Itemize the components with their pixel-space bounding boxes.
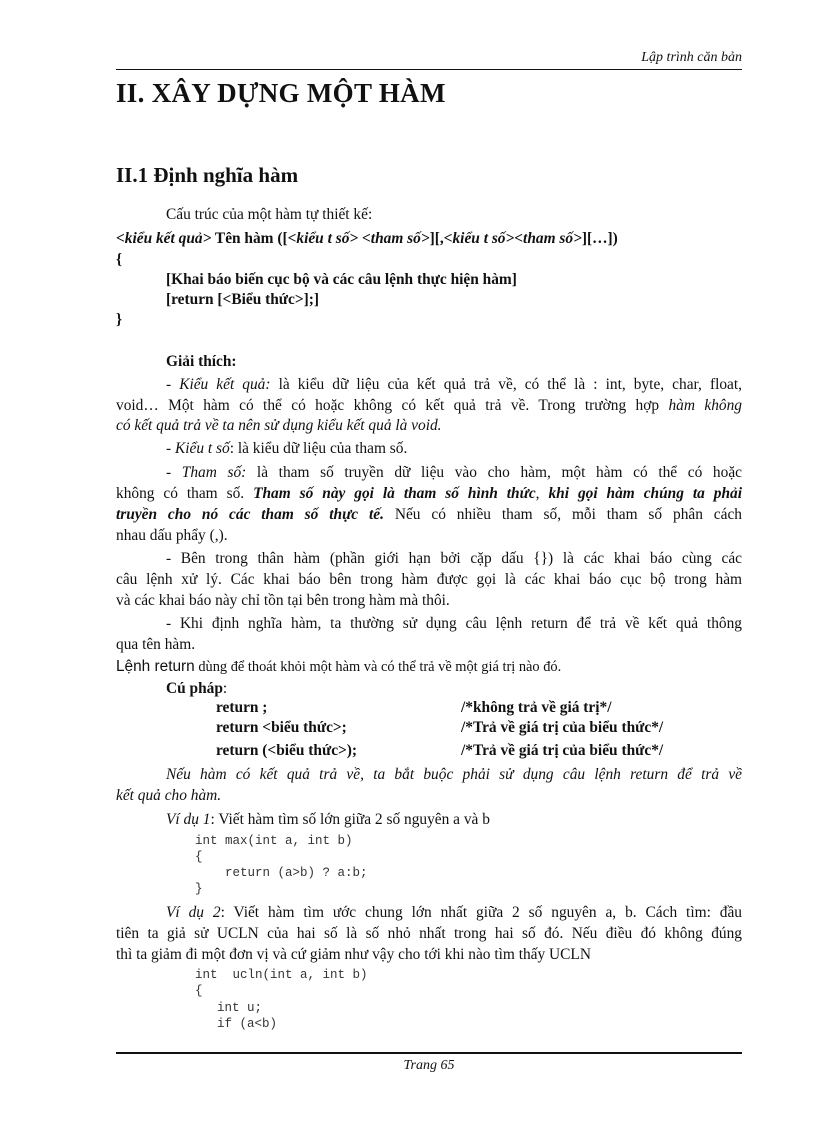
- example2-line3: thì ta giảm đi một đơn vị và cứ giảm như vậy cho tới khi nào tìm thấy UCLN: [116, 946, 591, 963]
- example1-code-line: }: [195, 882, 203, 896]
- example2-line1: Ví dụ 2: Viết hàm tìm ước chung lớn nhất giữa 2 số nguyên a, b. Cách tìm: đầu: [166, 904, 742, 921]
- explain-p5-line2: qua tên hàm.: [116, 636, 196, 653]
- explain-p3-line2: không có tham số. Tham số này gọi là tham số hình thức, khi gọi hàm chúng ta phải: [116, 485, 742, 502]
- syntax-row: return (<biểu thức>); /*Trả về giá trị của biểu thức*/: [216, 742, 664, 759]
- example1-code-line: return (a>b) ? a:b;: [195, 866, 368, 880]
- running-header: Lập trình căn bản: [641, 50, 742, 65]
- explain-p1-line1: - Kiểu kết quả: là kiểu dữ liệu của kết quả trả về, có thể là : int, byte, char, float,: [166, 376, 742, 393]
- sig-param-type: <kiểu t số>: [287, 230, 359, 247]
- sig-name: Tên hàm ([: [211, 230, 288, 247]
- explain-p5-line1: - Khi định nghĩa hàm, ta thường sử dụng câu lệnh return để trả về kết quả thông: [166, 615, 742, 632]
- explain-p4-line3: và các khai báo này chỉ tồn tại bên trong hàm mà thôi.: [116, 592, 450, 609]
- function-signature: <kiểu kết quả> Tên hàm ([<kiểu t số> <tham số>][,<kiểu t số><tham số>][…]): [116, 230, 618, 247]
- example2-code-line: {: [195, 984, 203, 998]
- explain-p4-line2: câu lệnh xử lý. Các khai báo bên trong hàm được gọi là các khai báo cục bộ trong hàm: [116, 571, 742, 588]
- close-brace: }: [116, 311, 123, 328]
- example2-code-line: int u;: [202, 1001, 263, 1015]
- explain-p3-line3: truyền cho nó các tham số thực tế. Nếu có nhiều tham số, mỗi tham số phân cách: [116, 506, 742, 523]
- example2-line2: tiên ta giả sử UCLN của hai số là số nhỏ nhất trong hai số đó. Nếu điều đó không đúng: [116, 925, 742, 942]
- body-line-1: [Khai báo biến cục bộ và các câu lệnh thực hiện hàm]: [166, 271, 517, 288]
- page-number: Trang 65: [403, 1058, 455, 1073]
- explain-p1-line2: void… Một hàm có thể có hoặc không có kết quả trả về. Trong trường hợp hàm không: [116, 397, 743, 414]
- example2-code-line: if (a<b): [202, 1017, 278, 1031]
- example1-text: Ví dụ 1: Viết hàm tìm số lớn giữa 2 số nguyên a và b: [166, 811, 490, 828]
- section-heading: II. XÂY DỰNG MỘT HÀM: [116, 78, 446, 108]
- explain-p3-line4: nhau dấu phẩy (,).: [116, 527, 228, 544]
- explain-p4-line1: - Bên trong thân hàm (phần giới hạn bởi cặp dấu {}) là các khai báo cùng các: [166, 550, 742, 567]
- footer-rule: [116, 1052, 742, 1054]
- structure-intro: Cấu trúc của một hàm tự thiết kế:: [166, 206, 373, 223]
- header-rule: [116, 69, 742, 70]
- syntax-row: return ; /*không trả về giá trị*/: [216, 699, 612, 716]
- subsection-heading: II.1 Định nghĩa hàm: [116, 163, 299, 187]
- syntax-label: Cú pháp:: [166, 680, 228, 697]
- syntax-row: return <biểu thức>; /*Trả về giá trị của biểu thức*/: [216, 719, 664, 736]
- explain-p2: - Kiểu t số: là kiểu dữ liệu của tham số.: [166, 440, 408, 457]
- sig-param: <tham số>: [362, 230, 430, 247]
- body-line-2: [return [<Biểu thức>];]: [166, 291, 320, 308]
- explain-p3-line1: - Tham số: là tham số truyền dữ liệu vào cho hàm, một hàm có thể có hoặc: [166, 464, 742, 481]
- sig-return-type: <kiểu kết quả>: [116, 230, 212, 247]
- return-intro: Lệnh return dùng để thoát khỏi một hàm và có thể trả về một giá trị nào đó.: [116, 658, 562, 675]
- explain-title: Giải thích:: [166, 353, 237, 370]
- explain-p1-line3: có kết quả trả về ta nên sử dụng kiểu kết quả là void.: [116, 417, 442, 434]
- example1-code-line: int max(int a, int b): [195, 834, 353, 848]
- return-note-line2: kết quả cho hàm.: [116, 787, 222, 804]
- open-brace: {: [116, 251, 123, 268]
- example2-code-line: int ucln(int a, int b): [195, 968, 368, 982]
- sig-param-more: <kiểu t số><tham số>: [443, 230, 582, 247]
- return-note-line1: Nếu hàm có kết quả trả về, ta bắt buộc phải sử dụng câu lệnh return để trả về: [166, 766, 742, 783]
- example1-code-line: {: [195, 850, 203, 864]
